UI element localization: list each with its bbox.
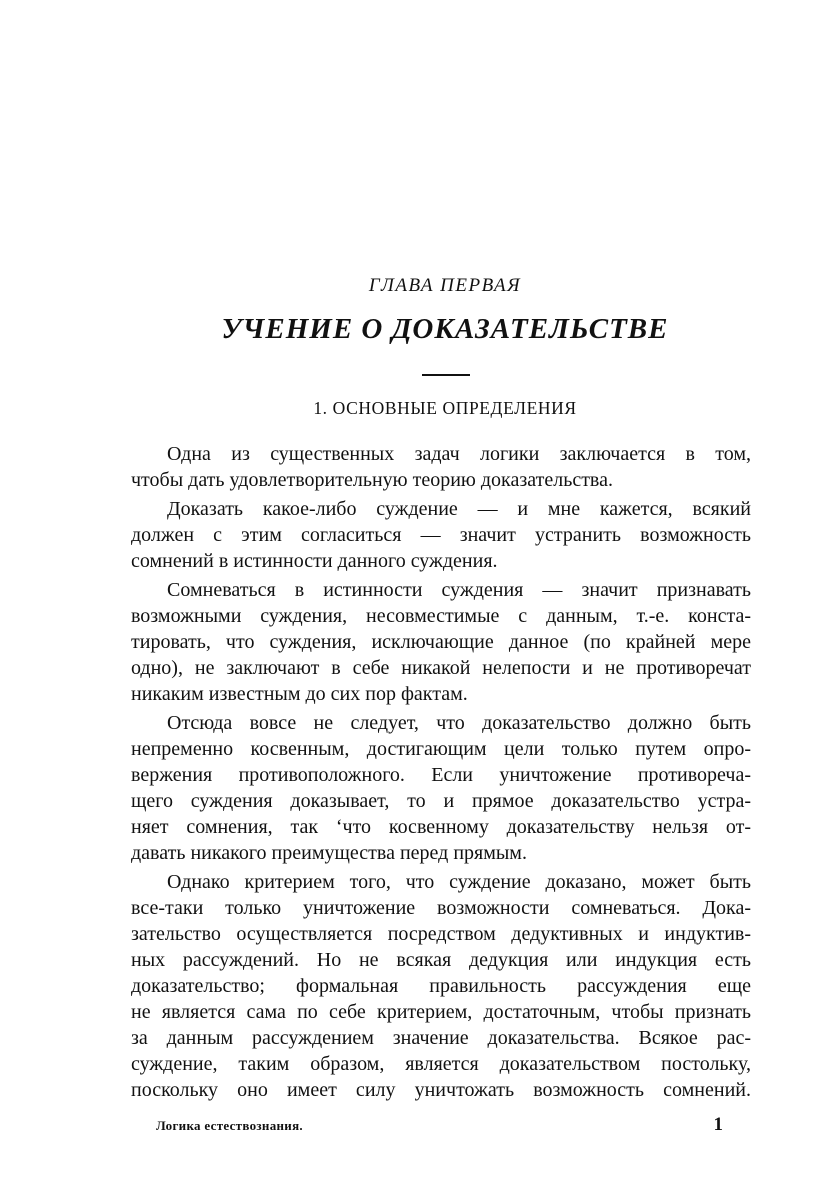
text-line: сомнений в истинности данного суждения.: [131, 550, 498, 572]
text-line: доказательство; формальная правильность рассуждения еще: [131, 975, 751, 997]
text-line: непременно косвенным, достигающим цели только путем опро-: [131, 738, 751, 760]
text-line: вержения противоположного. Если уничтожение противореча-: [131, 764, 751, 786]
section-heading: 1. ОСНОВНЫЕ ОПРЕДЕЛЕНИЯ: [313, 398, 577, 418]
paragraph-1: [131, 441, 751, 493]
text-line: Однако критерием того, что суждение доказано, может быть: [167, 871, 751, 893]
text-line: суждение, таким образом, является доказательством постольку,: [131, 1053, 751, 1075]
chapter-label: ГЛАВА ПЕРВАЯ: [368, 275, 522, 296]
page-footer: [131, 1114, 751, 1138]
text-line: за данным рассуждением значение доказательства. Всякое рас-: [131, 1027, 751, 1049]
paragraph-4: [131, 710, 751, 866]
running-footer-title: Логика естествознания.: [156, 1118, 303, 1133]
text-line: щего суждения доказывает, то и прямое доказательство устра-: [131, 790, 751, 812]
text-line: Одна из существенных задач логики заключается в том,: [167, 443, 751, 465]
text-line: чтобы дать удовлетворительную теорию доказательства.: [131, 469, 613, 491]
text-line: не является сама по себе критерием, достаточным, чтобы признать: [131, 1001, 751, 1023]
text-line: возможными суждения, несовместимые с данным, т.-е. конста-: [131, 605, 751, 627]
page-number: 1: [713, 1114, 723, 1135]
text-line: Доказать какое-либо суждение — и мне кажется, всякий: [167, 498, 751, 520]
text-line: никаким известным до сих пор фактам.: [131, 683, 468, 705]
text-line: ных рассуждений. Но не всякая дедукция или индукция есть: [131, 949, 751, 971]
body-text: [131, 441, 751, 1106]
text-line: давать никакого преимущества перед прямым.: [131, 842, 527, 864]
text-line: поскольку оно имеет силу уничтожать возможность сомнений.: [131, 1079, 751, 1101]
text-line: Отсюда вовсе не следует, что доказательство должно быть: [167, 712, 751, 734]
chapter-title: УЧЕНИЕ О ДОКАЗАТЕЛЬСТВЕ: [221, 313, 669, 345]
title-divider: [422, 374, 470, 376]
text-line: все-таки только уничтожение возможности сомневаться. Дока-: [131, 897, 751, 919]
text-line: тировать, что суждения, исключающие данное (по крайней мере: [131, 631, 751, 653]
text-line: Сомневаться в истинности суждения — значит признавать: [167, 579, 751, 601]
paragraph-5: [131, 869, 751, 1103]
text-line: зательство осуществляется посредством дедуктивных и индуктив-: [131, 923, 751, 945]
text-line: должен с этим согласиться — значит устранить возможность: [131, 524, 751, 546]
text-line: одно), не заключают в себе никакой нелепости и не противоречат: [131, 657, 751, 679]
text-line: няет сомнения, так ‘что косвенному доказательству нельзя от-: [131, 816, 751, 838]
paragraph-2: [131, 496, 751, 574]
paragraph-3: [131, 577, 751, 707]
